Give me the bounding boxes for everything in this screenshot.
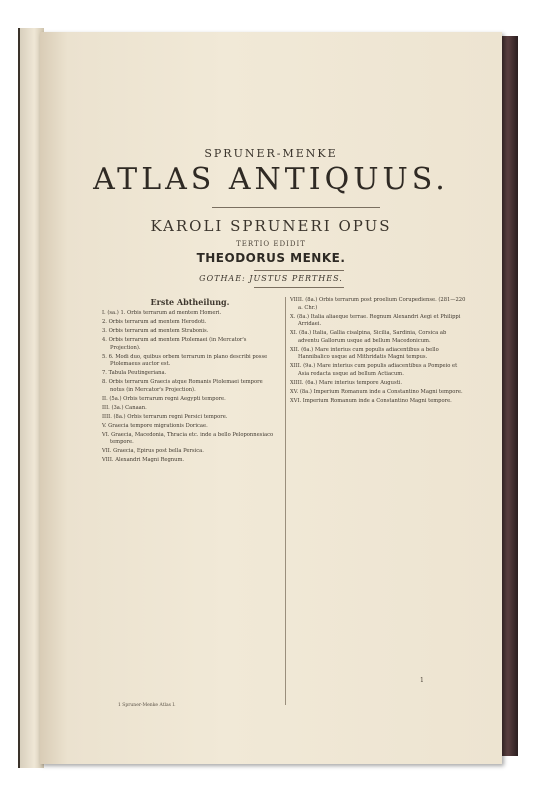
title-atlas-antiquus: ATLAS ANTIQUUS.	[93, 162, 449, 197]
contents-entry: XV. (8a.) Imperium Romanum inde a Constantino Magni tempore.	[290, 388, 463, 395]
divider-rule	[254, 270, 344, 271]
contents-entry: X. (8a.) Italia aliaeque terrae. Regnum Alexandri Aegi et Philippi Arridaei.	[290, 313, 461, 327]
divider-rule	[212, 207, 380, 208]
divider-rule	[254, 287, 344, 288]
publisher-line: GOTHAE: JUSTUS PERTHES.	[199, 274, 343, 283]
contents-entry: 8. Orbis terrarum Graecis atque Romanis Ptolemaei tempore notus (in Mercator's Projection).	[102, 379, 263, 393]
contents-entry: III. (3a.) Canaan.	[102, 404, 147, 411]
subtitle-karoli-spruneri: KAROLI SPRUNERI OPUS	[150, 217, 392, 235]
contents-entry: VII. Graecia, Epirus post bella Persica.	[102, 448, 204, 454]
contents-left-column	[102, 297, 278, 466]
contents-entry: XVI. Imperium Romanum inde a Constantino Magni tempore.	[290, 397, 452, 404]
contents-entry: XIIII. (6a.) Mare interius tempore Augusti.	[290, 379, 402, 386]
contents-entry: XIII. (9a.) Mare interius cum populis adiacentibus a Pompeio et Asia redacta usque ad bellum Actiacum.	[290, 363, 458, 377]
contents-entry: XII. (6a.) Mare interius cum populis adiacentibus a bello Hannibalico usque ad Mithridatis Magni tempus.	[290, 346, 439, 360]
subtitle-tertio-edidit: TERTIO EDIDIT	[236, 240, 306, 248]
editor-name: THEODORUS MENKE.	[196, 251, 346, 265]
contents-entry: V. Graecia tempore migrationis Doricae.	[102, 422, 208, 429]
contents-entry: VIII. Alexandri Magni Regnum.	[102, 457, 185, 463]
contents-entry: I. (sa.) 1. Orbis terrarum ad mentem Homeri.	[102, 310, 222, 316]
contents-entry: 3. Orbis terrarum ad mentem Strabonis.	[102, 328, 209, 334]
contents-entry: VI. Graecia, Macedonia, Thracia etc. inde a bello Peloponnesiaco tempore.	[102, 431, 274, 445]
page-number: 1	[420, 677, 424, 684]
footnote: 1 Spruner-Menke Atlas I.	[118, 703, 176, 708]
contents-right-column	[290, 297, 466, 407]
contents-entry: VIIII. (8a.) Orbis terrarum post proelium Corupediense. (281—220 a. Chr.)	[290, 297, 466, 311]
column-divider	[285, 297, 286, 705]
contents-entry: 2. Orbis terrarum ad mentem Herodoti.	[102, 319, 207, 325]
title-line-spruner-menke: SPRUNER-MENKE	[204, 147, 338, 160]
contents-entry: IIII. (8a.) Orbis terrarum regni Persici tempore.	[102, 413, 228, 420]
contents-entry: XI. (8a.) Italia, Gallia cisalpina, Sicilia, Sardinia, Corsica ab adventu Gallorum usque ad bellum Macedonicum.	[290, 330, 447, 344]
contents-entry: II. (5a.) Orbis terrarum regni Aegypti tempore.	[102, 395, 226, 402]
contents-entry: 7. Tabula Peutingeriana.	[102, 370, 167, 376]
contents-entry: 5. 6. Modi duo, quibus orbem terrarum in plano describi posse Ptolemaeus auctor est.	[102, 353, 268, 367]
section-title: Erste Abtheilung.	[150, 297, 230, 307]
contents-entry: 4. Orbis terrarum ad mentem Ptolemaei (in Mercator's Projection).	[102, 337, 247, 351]
